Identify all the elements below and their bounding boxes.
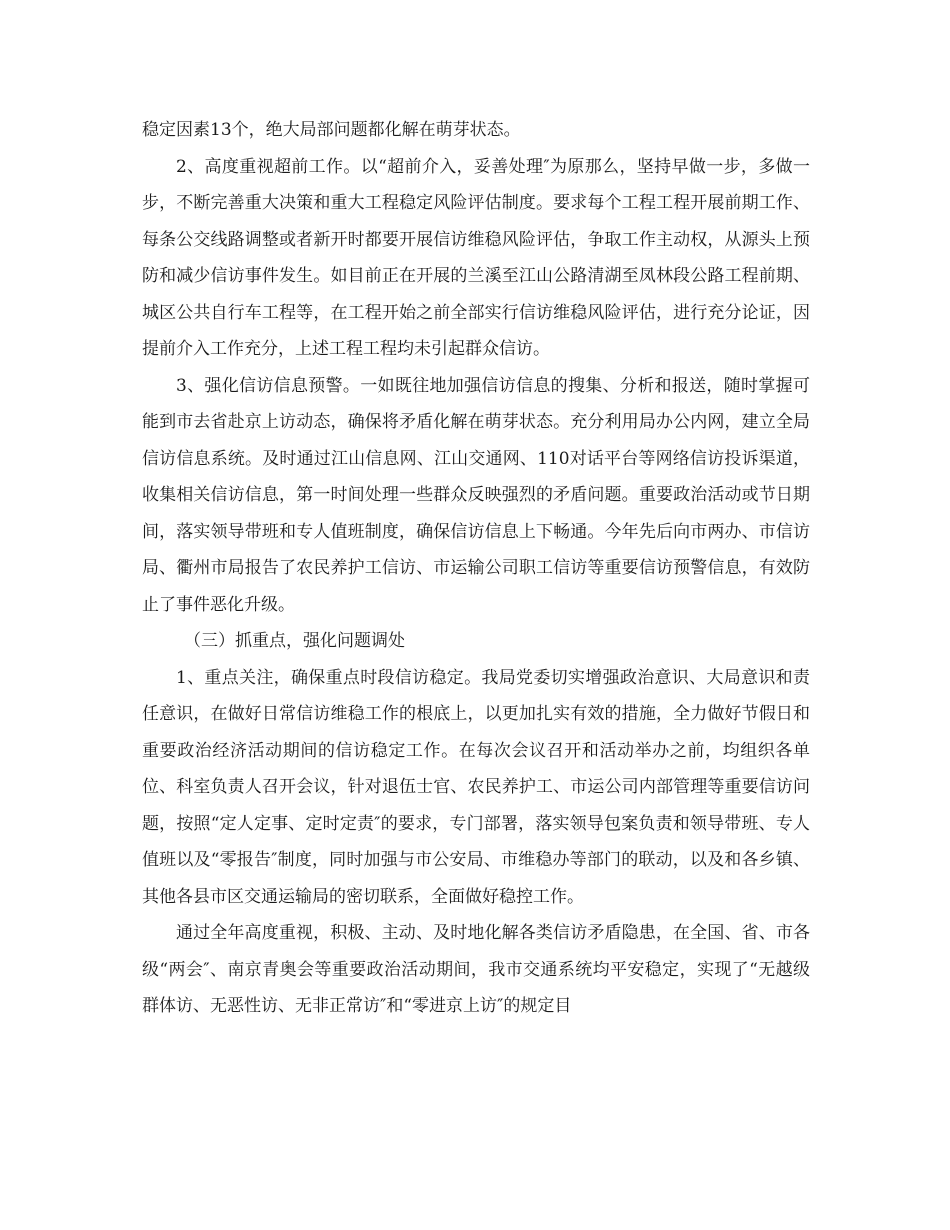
paragraph-summary: 通过全年高度重视，积极、主动、及时地化解各类信访矛盾隐患，在全国、省、市各级“两会″、南京青奥会等重要政治活动期间，我市交通系统均平安稳定，实现了“无越级群体访、无恶性访、无非正常访″和“零进京上访″的规定目 <box>142 923 810 1016</box>
paragraph-info-warning: 3、强化信访信息预警。一如既往地加强信访信息的搜集、分析和报送，随时掌握可能到市去省赴京上访动态，确保将矛盾化解在萌芽状态。充分利用局办公内网，建立全局信访信息系统。及时通过江山信息网、江山交通网、110对话平台等网络信访投诉渠道，收集相关信访信息，第一时间处理一些群众反映强烈的矛盾问题。重要政治活动或节日期间，落实领导带班和专人值班制度，确保信访信息上下畅通。今年先后向市两办、市信访局、衢州市局报告了农民养护工信访、市运输公司职工信访等重要信访预警信息，有效防止了事件恶化升级。 <box>142 375 810 615</box>
paragraph-continuation: 稳定因素13个，绝大局部问题都化解在萌芽状态。 <box>142 120 521 140</box>
paragraph-advance-work: 2、高度重视超前工作。以“超前介入，妥善处理″为原那么，坚持早做一步，多做一步，不断完善重大决策和重大工程稳定风险评估制度。要求每个工程工程开展前期工作、每条公交线路调整或者新开时都要开展信访维稳风险评估，争取工作主动权，从源头上预防和减少信访事件发生。如目前正在开展的兰溪至江山公路清湖至凤林段公路工程前期、城区公共自行车工程等，在工程开始之前全部实行信访维稳风险评估，进行充分论证，因提前介入工作充分，上述工程工程均未引起群众信访。 <box>142 156 810 359</box>
document-body <box>142 112 810 1025</box>
paragraph-key-periods: 1、重点关注，确保重点时段信访稳定。我局党委切实增强政治意识、大局意识和责任意识，在做好日常信访维稳工作的根底上，以更加扎实有效的措施，全力做好节假日和重要政治经济活动期间的信访稳定工作。在每次会议召开和活动举办之前，均组织各单位、科室负责人召开会议，针对退伍士官、农民养护工、市运公司内部管理等重要信访问题，按照“定人定事、定时定责″的要求，专门部署，落实领导包案负责和领导带班、专人值班以及“零报告″制度，同时加强与市公安局、市维稳办等部门的联动，以及和各乡镇、其他各县市区交通运输局的密切联系，全面做好稳控工作。 <box>142 667 810 907</box>
section-heading-focus: （三）抓重点，强化问题调处 <box>184 631 405 651</box>
